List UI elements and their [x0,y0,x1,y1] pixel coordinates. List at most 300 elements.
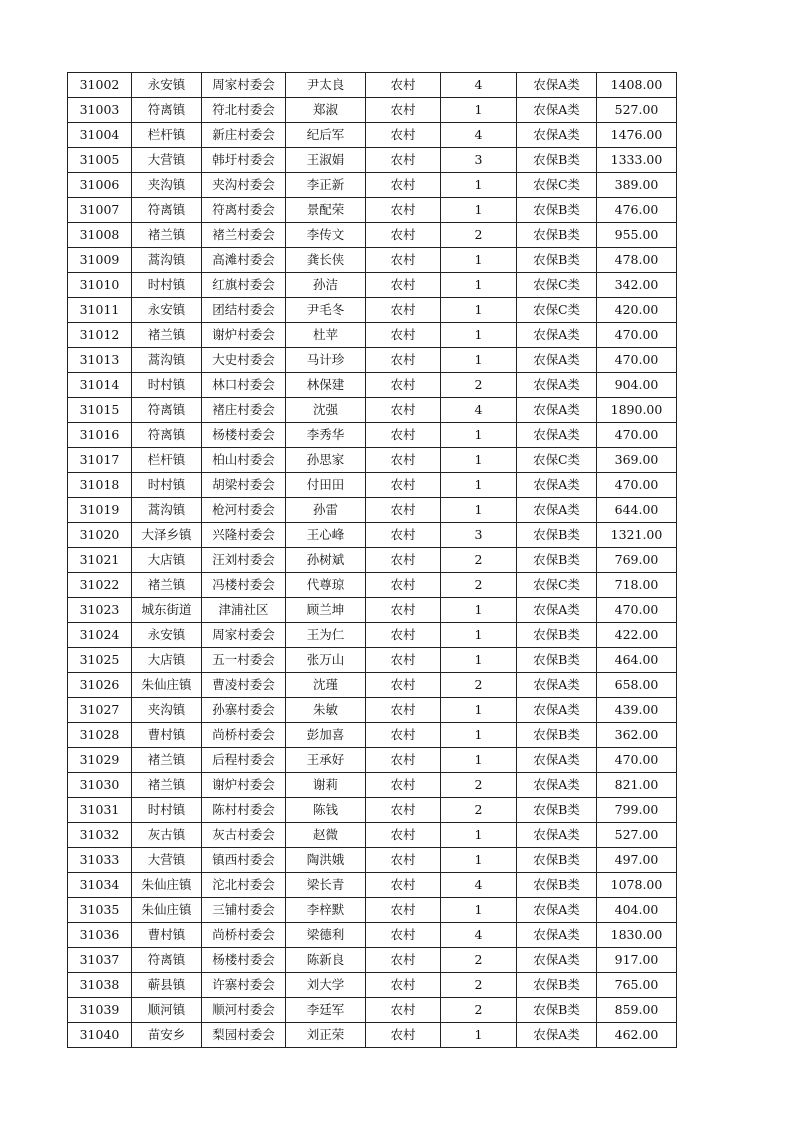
table-row [68,98,677,123]
village-committee-cell: 韩圩村委会 [202,148,286,173]
insurance-category-cell: 农保C类 [517,448,597,473]
record-id-cell: 31010 [68,273,132,298]
village-committee-cell: 谢炉村委会 [202,323,286,348]
person-name-cell: 孙思家 [286,448,366,473]
village-committee-cell: 周家村委会 [202,73,286,98]
person-name-cell: 杜苹 [286,323,366,348]
insurance-category-cell: 农保A类 [517,673,597,698]
table-row [68,1023,677,1048]
town-cell: 永安镇 [132,298,202,323]
person-name-cell: 龚长侠 [286,248,366,273]
table-row [68,548,677,573]
household-size-cell: 2 [441,223,517,248]
table-row [68,823,677,848]
record-id-cell: 31015 [68,398,132,423]
insurance-category-cell: 农保B类 [517,623,597,648]
amount-cell: 955.00 [597,223,677,248]
residence-type-cell: 农村 [366,1023,441,1048]
insurance-category-cell: 农保A类 [517,473,597,498]
residence-type-cell: 农村 [366,723,441,748]
person-name-cell: 刘大学 [286,973,366,998]
table-row [68,923,677,948]
insurance-category-cell: 农保B类 [517,523,597,548]
household-size-cell: 1 [441,248,517,273]
residence-type-cell: 农村 [366,548,441,573]
person-name-cell: 代尊琼 [286,573,366,598]
record-id-cell: 31021 [68,548,132,573]
amount-cell: 420.00 [597,298,677,323]
person-name-cell: 付田田 [286,473,366,498]
person-name-cell: 陈钱 [286,798,366,823]
household-size-cell: 1 [441,348,517,373]
table-row [68,448,677,473]
household-size-cell: 1 [441,423,517,448]
amount-cell: 478.00 [597,248,677,273]
person-name-cell: 孙洁 [286,273,366,298]
household-size-cell: 1 [441,623,517,648]
table-row [68,523,677,548]
record-id-cell: 31028 [68,723,132,748]
table-row [68,348,677,373]
residence-type-cell: 农村 [366,598,441,623]
amount-cell: 1408.00 [597,73,677,98]
village-committee-cell: 杨楼村委会 [202,423,286,448]
town-cell: 褚兰镇 [132,773,202,798]
insurance-category-cell: 农保A类 [517,373,597,398]
town-cell: 蕲县镇 [132,973,202,998]
insurance-category-cell: 农保A类 [517,323,597,348]
residence-type-cell: 农村 [366,323,441,348]
village-committee-cell: 尚桥村委会 [202,723,286,748]
household-size-cell: 2 [441,548,517,573]
town-cell: 灰古镇 [132,823,202,848]
record-id-cell: 31025 [68,648,132,673]
residence-type-cell: 农村 [366,773,441,798]
record-id-cell: 31032 [68,823,132,848]
town-cell: 时村镇 [132,473,202,498]
household-size-cell: 4 [441,398,517,423]
person-name-cell: 赵微 [286,823,366,848]
village-committee-cell: 林口村委会 [202,373,286,398]
town-cell: 时村镇 [132,373,202,398]
village-committee-cell: 尚桥村委会 [202,923,286,948]
town-cell: 大泽乡镇 [132,523,202,548]
residence-type-cell: 农村 [366,973,441,998]
village-committee-cell: 杨楼村委会 [202,948,286,973]
insurance-category-cell: 农保A类 [517,748,597,773]
amount-cell: 658.00 [597,673,677,698]
town-cell: 永安镇 [132,73,202,98]
table-row [68,948,677,973]
residence-type-cell: 农村 [366,623,441,648]
village-committee-cell: 大史村委会 [202,348,286,373]
residence-type-cell: 农村 [366,298,441,323]
amount-cell: 1830.00 [597,923,677,948]
amount-cell: 1333.00 [597,148,677,173]
insurance-category-cell: 农保B类 [517,723,597,748]
table-row [68,198,677,223]
town-cell: 永安镇 [132,623,202,648]
table-row [68,873,677,898]
record-id-cell: 31019 [68,498,132,523]
record-id-cell: 31027 [68,698,132,723]
table-row [68,648,677,673]
record-id-cell: 31034 [68,873,132,898]
town-cell: 褚兰镇 [132,748,202,773]
person-name-cell: 谢莉 [286,773,366,798]
amount-cell: 859.00 [597,998,677,1023]
table-row [68,623,677,648]
record-id-cell: 31031 [68,798,132,823]
town-cell: 符离镇 [132,398,202,423]
village-committee-cell: 谢炉村委会 [202,773,286,798]
household-size-cell: 2 [441,798,517,823]
amount-cell: 527.00 [597,823,677,848]
table-row [68,123,677,148]
person-name-cell: 王心峰 [286,523,366,548]
village-committee-cell: 梨园村委会 [202,1023,286,1048]
amount-cell: 769.00 [597,548,677,573]
record-id-cell: 31004 [68,123,132,148]
household-size-cell: 1 [441,473,517,498]
village-committee-cell: 后程村委会 [202,748,286,773]
town-cell: 朱仙庄镇 [132,898,202,923]
insurance-category-cell: 农保A类 [517,923,597,948]
town-cell: 符离镇 [132,948,202,973]
amount-cell: 644.00 [597,498,677,523]
town-cell: 符离镇 [132,198,202,223]
residence-type-cell: 农村 [366,148,441,173]
village-committee-cell: 褚庄村委会 [202,398,286,423]
person-name-cell: 刘正荣 [286,1023,366,1048]
amount-cell: 1321.00 [597,523,677,548]
table-row [68,373,677,398]
table-row [68,573,677,598]
record-id-cell: 31013 [68,348,132,373]
person-name-cell: 李廷军 [286,998,366,1023]
table-row [68,248,677,273]
household-size-cell: 2 [441,673,517,698]
amount-cell: 342.00 [597,273,677,298]
amount-cell: 404.00 [597,898,677,923]
residence-type-cell: 农村 [366,123,441,148]
person-name-cell: 李梓默 [286,898,366,923]
village-committee-cell: 枪河村委会 [202,498,286,523]
table-row [68,423,677,448]
residence-type-cell: 农村 [366,648,441,673]
residence-type-cell: 农村 [366,473,441,498]
table-row [68,73,677,98]
town-cell: 时村镇 [132,798,202,823]
amount-cell: 1890.00 [597,398,677,423]
amount-cell: 462.00 [597,1023,677,1048]
village-committee-cell: 顺河村委会 [202,998,286,1023]
amount-cell: 362.00 [597,723,677,748]
amount-cell: 917.00 [597,948,677,973]
record-id-cell: 31012 [68,323,132,348]
record-id-cell: 31020 [68,523,132,548]
record-id-cell: 31008 [68,223,132,248]
insurance-category-cell: 农保B类 [517,148,597,173]
household-size-cell: 1 [441,848,517,873]
table-row [68,798,677,823]
amount-cell: 1476.00 [597,123,677,148]
town-cell: 大店镇 [132,548,202,573]
town-cell: 栏杆镇 [132,123,202,148]
person-name-cell: 景配荣 [286,198,366,223]
insurance-category-cell: 农保A类 [517,1023,597,1048]
person-name-cell: 尹太良 [286,73,366,98]
insurance-category-cell: 农保B类 [517,973,597,998]
insurance-category-cell: 农保B类 [517,548,597,573]
record-id-cell: 31035 [68,898,132,923]
residence-type-cell: 农村 [366,748,441,773]
household-size-cell: 1 [441,198,517,223]
village-committee-cell: 灰古村委会 [202,823,286,848]
village-committee-cell: 褚兰村委会 [202,223,286,248]
residence-type-cell: 农村 [366,423,441,448]
village-committee-cell: 柏山村委会 [202,448,286,473]
village-committee-cell: 符离村委会 [202,198,286,223]
household-size-cell: 1 [441,598,517,623]
records-table-body [68,73,677,1048]
household-size-cell: 2 [441,573,517,598]
village-committee-cell: 夹沟村委会 [202,173,286,198]
household-size-cell: 2 [441,973,517,998]
amount-cell: 470.00 [597,323,677,348]
household-size-cell: 1 [441,898,517,923]
record-id-cell: 31033 [68,848,132,873]
person-name-cell: 郑淑 [286,98,366,123]
residence-type-cell: 农村 [366,573,441,598]
town-cell: 时村镇 [132,273,202,298]
record-id-cell: 31014 [68,373,132,398]
household-size-cell: 4 [441,923,517,948]
person-name-cell: 张万山 [286,648,366,673]
village-committee-cell: 曹凌村委会 [202,673,286,698]
insurance-category-cell: 农保B类 [517,248,597,273]
household-size-cell: 3 [441,148,517,173]
residence-type-cell: 农村 [366,398,441,423]
table-row [68,848,677,873]
person-name-cell: 王淑娟 [286,148,366,173]
town-cell: 夹沟镇 [132,698,202,723]
insurance-category-cell: 农保A类 [517,898,597,923]
town-cell: 蒿沟镇 [132,248,202,273]
village-committee-cell: 孙寨村委会 [202,698,286,723]
residence-type-cell: 农村 [366,948,441,973]
town-cell: 大店镇 [132,648,202,673]
table-row [68,598,677,623]
record-id-cell: 31039 [68,998,132,1023]
records-table-container [67,72,677,1048]
village-committee-cell: 陈村村委会 [202,798,286,823]
insurance-category-cell: 农保B类 [517,198,597,223]
insurance-category-cell: 农保A类 [517,398,597,423]
amount-cell: 464.00 [597,648,677,673]
residence-type-cell: 农村 [366,273,441,298]
insurance-category-cell: 农保C类 [517,273,597,298]
residence-type-cell: 农村 [366,523,441,548]
residence-type-cell: 农村 [366,873,441,898]
village-committee-cell: 符北村委会 [202,98,286,123]
amount-cell: 439.00 [597,698,677,723]
household-size-cell: 1 [441,323,517,348]
person-name-cell: 沈强 [286,398,366,423]
insurance-category-cell: 农保B类 [517,223,597,248]
table-row [68,773,677,798]
household-size-cell: 1 [441,98,517,123]
insurance-category-cell: 农保A类 [517,823,597,848]
residence-type-cell: 农村 [366,848,441,873]
town-cell: 蒿沟镇 [132,348,202,373]
record-id-cell: 31026 [68,673,132,698]
table-row [68,998,677,1023]
residence-type-cell: 农村 [366,673,441,698]
record-id-cell: 31011 [68,298,132,323]
village-committee-cell: 三铺村委会 [202,898,286,923]
insurance-category-cell: 农保B类 [517,648,597,673]
residence-type-cell: 农村 [366,448,441,473]
insurance-category-cell: 农保B类 [517,798,597,823]
amount-cell: 718.00 [597,573,677,598]
household-size-cell: 1 [441,1023,517,1048]
record-id-cell: 31030 [68,773,132,798]
table-row [68,323,677,348]
insurance-category-cell: 农保A类 [517,773,597,798]
town-cell: 曹村镇 [132,723,202,748]
record-id-cell: 31003 [68,98,132,123]
amount-cell: 422.00 [597,623,677,648]
town-cell: 夹沟镇 [132,173,202,198]
table-row [68,273,677,298]
table-row [68,673,677,698]
person-name-cell: 李正新 [286,173,366,198]
amount-cell: 470.00 [597,348,677,373]
person-name-cell: 王承好 [286,748,366,773]
insurance-category-cell: 农保A类 [517,423,597,448]
residence-type-cell: 农村 [366,823,441,848]
residence-type-cell: 农村 [366,223,441,248]
amount-cell: 1078.00 [597,873,677,898]
household-size-cell: 1 [441,173,517,198]
person-name-cell: 孙树斌 [286,548,366,573]
insurance-category-cell: 农保B类 [517,848,597,873]
household-size-cell: 2 [441,773,517,798]
insurance-category-cell: 农保A类 [517,73,597,98]
record-id-cell: 31018 [68,473,132,498]
record-id-cell: 31023 [68,598,132,623]
record-id-cell: 31029 [68,748,132,773]
table-row [68,223,677,248]
village-committee-cell: 红旗村委会 [202,273,286,298]
record-id-cell: 31038 [68,973,132,998]
town-cell: 褚兰镇 [132,223,202,248]
town-cell: 曹村镇 [132,923,202,948]
record-id-cell: 31005 [68,148,132,173]
town-cell: 大营镇 [132,848,202,873]
village-committee-cell: 镇西村委会 [202,848,286,873]
insurance-category-cell: 农保A类 [517,598,597,623]
village-committee-cell: 胡梁村委会 [202,473,286,498]
residence-type-cell: 农村 [366,98,441,123]
amount-cell: 470.00 [597,748,677,773]
residence-type-cell: 农村 [366,698,441,723]
table-row [68,748,677,773]
table-row [68,498,677,523]
insurance-category-cell: 农保A类 [517,948,597,973]
amount-cell: 765.00 [597,973,677,998]
residence-type-cell: 农村 [366,923,441,948]
town-cell: 蒿沟镇 [132,498,202,523]
record-id-cell: 31002 [68,73,132,98]
village-committee-cell: 兴隆村委会 [202,523,286,548]
residence-type-cell: 农村 [366,348,441,373]
household-size-cell: 4 [441,123,517,148]
table-row [68,473,677,498]
person-name-cell: 尹毛冬 [286,298,366,323]
town-cell: 朱仙庄镇 [132,673,202,698]
village-committee-cell: 许寨村委会 [202,973,286,998]
town-cell: 褚兰镇 [132,573,202,598]
residence-type-cell: 农村 [366,73,441,98]
insurance-category-cell: 农保B类 [517,873,597,898]
amount-cell: 904.00 [597,373,677,398]
record-id-cell: 31037 [68,948,132,973]
insurance-category-cell: 农保C类 [517,298,597,323]
record-id-cell: 31036 [68,923,132,948]
household-size-cell: 1 [441,748,517,773]
town-cell: 符离镇 [132,423,202,448]
record-id-cell: 31017 [68,448,132,473]
village-committee-cell: 周家村委会 [202,623,286,648]
town-cell: 城东街道 [132,598,202,623]
town-cell: 顺河镇 [132,998,202,1023]
person-name-cell: 林保建 [286,373,366,398]
household-size-cell: 2 [441,373,517,398]
amount-cell: 476.00 [597,198,677,223]
table-row [68,173,677,198]
person-name-cell: 彭加喜 [286,723,366,748]
residence-type-cell: 农村 [366,198,441,223]
town-cell: 符离镇 [132,98,202,123]
record-id-cell: 31040 [68,1023,132,1048]
village-committee-cell: 新庄村委会 [202,123,286,148]
household-size-cell: 4 [441,73,517,98]
person-name-cell: 王为仁 [286,623,366,648]
household-size-cell: 1 [441,298,517,323]
insurance-category-cell: 农保A类 [517,348,597,373]
record-id-cell: 31024 [68,623,132,648]
record-id-cell: 31016 [68,423,132,448]
village-committee-cell: 五一村委会 [202,648,286,673]
insurance-category-cell: 农保A类 [517,698,597,723]
amount-cell: 821.00 [597,773,677,798]
amount-cell: 470.00 [597,598,677,623]
amount-cell: 470.00 [597,423,677,448]
person-name-cell: 李秀华 [286,423,366,448]
table-row [68,298,677,323]
amount-cell: 470.00 [597,473,677,498]
insurance-category-cell: 农保A类 [517,123,597,148]
amount-cell: 527.00 [597,98,677,123]
insurance-category-cell: 农保C类 [517,173,597,198]
town-cell: 苗安乡 [132,1023,202,1048]
village-committee-cell: 团结村委会 [202,298,286,323]
insurance-category-cell: 农保A类 [517,98,597,123]
person-name-cell: 朱敏 [286,698,366,723]
record-id-cell: 31006 [68,173,132,198]
